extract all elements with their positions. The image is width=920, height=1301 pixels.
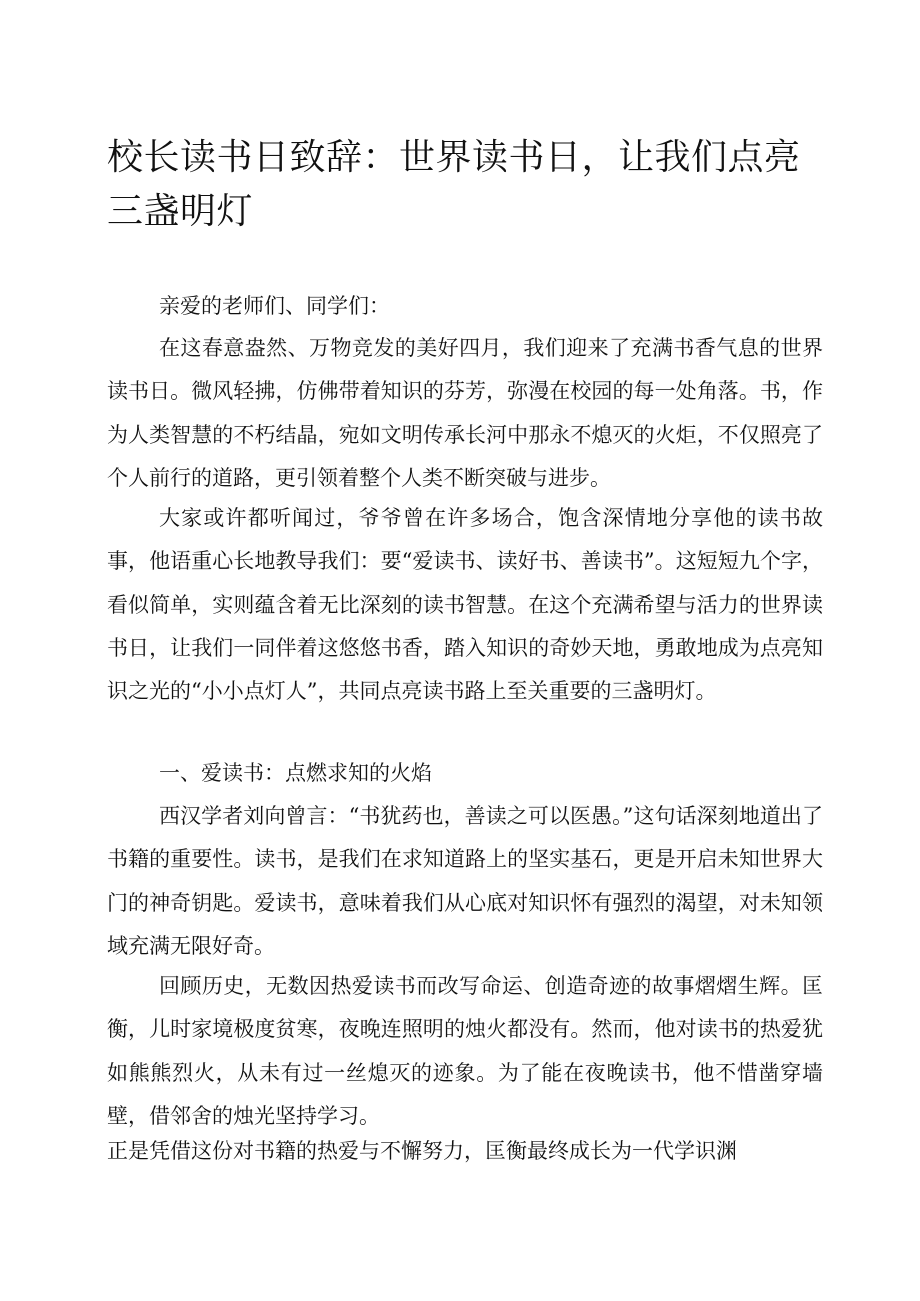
salutation: 亲爱的老师们、同学们： — [159, 294, 390, 318]
section-1-heading: 一、爱读书：点燃求知的火焰 — [159, 761, 432, 785]
paragraph-1: 在这春意盎然、万物竞发的美好四月，我们迎来了充满书香气息的世界读书日。微风轻拂，仿佛带着知识的芬芳，弥漫在校园的每一处角落。书，作为人类智慧的不朽结晶，宛如文明传承长河中那永不熄灭的火炬，不仅照亮了个人前行的道路，更引领着整个人类不断突破与进步。 — [107, 336, 823, 490]
document-title: 校长读书日致辞：世界读书日，让我们点亮三盏明灯 — [107, 137, 801, 232]
paragraph-2: 大家或许都听闻过，爷爷曾在许多场合，饱含深情地分享他的读书故事，他语重心长地教导我们：要“爱读书、读好书、善读书”。这短短九个字，看似简单，实则蕴含着无比深刻的读书智慧。在这个充满希望与活力的世界读书日，让我们一同伴着这悠悠书香，踏入知识的奇妙天地，勇敢地成为点亮知识之光的“小小点灯人”，共同点亮读书路上至关重要的三盏明灯。 — [107, 506, 823, 704]
paragraph-4: 回顾历史，无数因热爱读书而改写命运、创造奇迹的故事熠熠生辉。匡衡，儿时家境极度贫寒，夜晚连照明的烛火都没有。然而，他对读书的热爱犹如熊熊烈火，从未有过一丝熄灭的迹象。为了能在夜晚读书，他不惜凿穿墙壁，借邻舍的烛光坚持学习。 — [107, 974, 823, 1128]
paragraph-5: 正是凭借这份对书籍的热爱与不懈努力，匡衡最终成长为一代学识渊 — [107, 1139, 737, 1163]
paragraph-3: 西汉学者刘向曾言：“书犹药也，善读之可以医愚。”这句话深刻地道出了书籍的重要性。读书，是我们在求知道路上的坚实基石，更是开启未知世界大门的神奇钥匙。爱读书，意味着我们从心底对知识怀有强烈的渴望，对未知领域充满无限好奇。 — [107, 804, 823, 958]
